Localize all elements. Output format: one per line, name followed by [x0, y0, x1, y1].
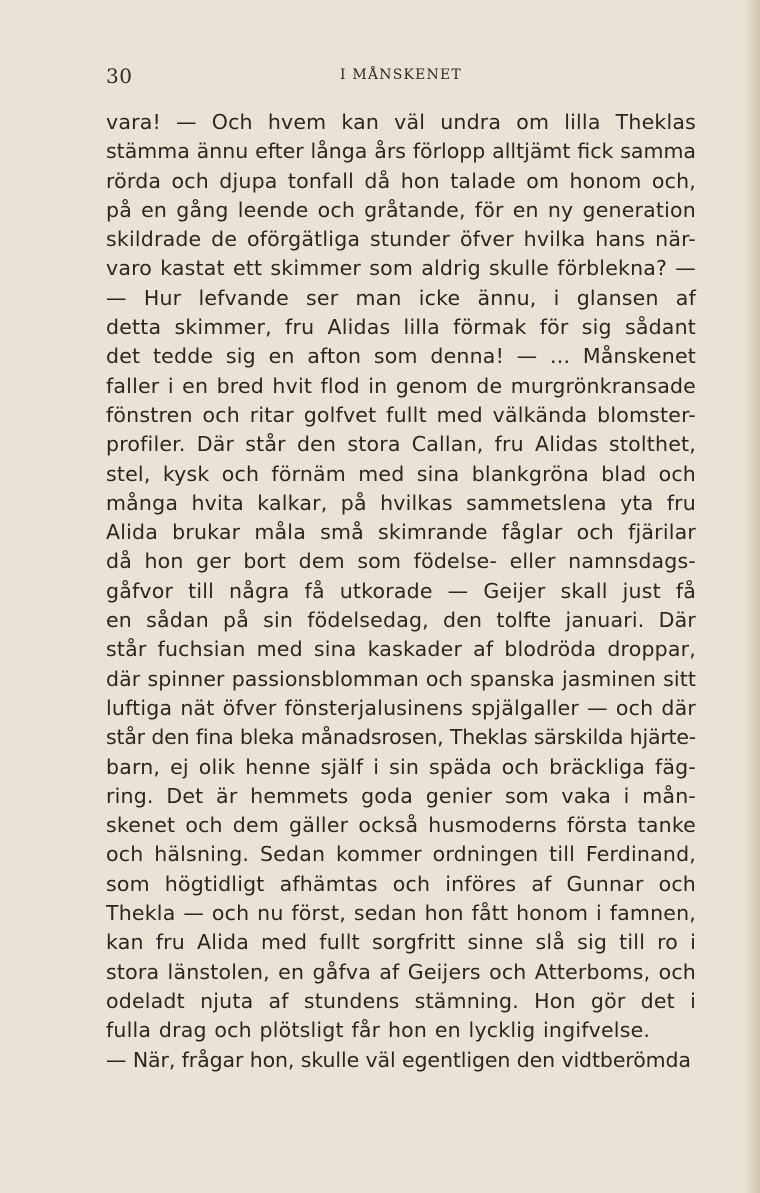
- text-line: gåfvor till några få utkorade — Geijer skall just få: [106, 578, 696, 603]
- page-number: 30: [106, 64, 133, 88]
- text-line: odeladt njuta af stundens stämning. Hon gör det i: [106, 988, 696, 1013]
- text-line: luftiga nät öfver fönsterjalusinens spjälgaller — och där: [106, 695, 696, 720]
- text-line: stämma ännu efter långa års förlopp alltjämt fick samma: [106, 139, 696, 164]
- text-line: detta skimmer, fru Alidas lilla förmak för sig sådant: [106, 315, 696, 340]
- text-line: många hvita kalkar, på hvilkas sammetslena yta fru: [106, 490, 696, 515]
- text-line: skenet och dem gäller också husmoderns första tanke: [106, 813, 696, 838]
- text-line: varo kastat ett skimmer som aldrig skulle förblekna? —: [106, 256, 696, 281]
- text-line: profiler. Där står den stora Callan, fru Alidas stolthet,: [106, 432, 696, 457]
- text-line: skildrade de oförgätliga stunder öfver hvilka hans när-: [106, 227, 696, 252]
- text-line: där spinner passionsblomman och spanska jasminen sitt: [106, 666, 696, 691]
- text-line: stel, kysk och förnäm med sina blankgröna blad och: [106, 461, 696, 486]
- text-line: då hon ger bort dem som födelse- eller namnsdags-: [106, 549, 696, 574]
- text-line: står den fina bleka månadsrosen, Theklas särskilda hjärte-: [106, 725, 696, 750]
- text-line: Alida brukar måla små skimrande fåglar och fjärilar: [106, 520, 696, 545]
- text-line: Thekla — och nu först, sedan hon fått honom i famnen,: [106, 901, 696, 926]
- text-line: — När, frågar hon, skulle väl egentligen den vidtberömda: [106, 1047, 691, 1072]
- text-line: som högtidligt afhämtas och införes af Gunnar och: [106, 871, 696, 896]
- text-line: fönstren och ritar golfvet fullt med välkända blomster-: [106, 402, 696, 427]
- text-line: fulla drag och plötsligt får hon en lycklig ingifvelse.: [106, 1018, 651, 1043]
- text-line: en sådan på sin födelsedag, den tolfte januari. Där: [106, 608, 696, 633]
- text-line: ring. Det är hemmets goda genier som vaka i mån-: [106, 783, 696, 808]
- text-line: det tedde sig en afton som denna! — ... Månskenet: [106, 344, 696, 369]
- body-text: [106, 108, 696, 1075]
- running-head: [106, 64, 696, 90]
- page-edge-shadow: [744, 0, 760, 1193]
- text-line: vara! — Och hvem kan väl undra om lilla Theklas: [106, 110, 696, 134]
- text-line: och hälsning. Sedan kommer ordningen till Ferdinand,: [106, 842, 696, 867]
- text-line: på en gång leende och gråtande, för en ny generation: [106, 197, 696, 222]
- text-line: faller i en bred hvit flod in genom de murgrönkransade: [106, 373, 696, 398]
- text-line: kan fru Alida med fullt sorgfritt sinne slå sig till ro i: [106, 930, 696, 955]
- text-line: stora länstolen, en gåfva af Geijers och Atterboms, och: [106, 959, 696, 984]
- section-title: I MÅNSKENET: [340, 67, 462, 83]
- text-line: barn, ej olik henne själf i sin späda och bräckliga fäg-: [106, 754, 696, 779]
- text-line: — Hur lefvande ser man icke ännu, i glansen af: [106, 285, 696, 310]
- text-line: rörda och djupa tonfall då hon talade om honom och,: [106, 168, 696, 193]
- text-line: står fuchsian med sina kaskader af blodröda droppar,: [106, 637, 696, 662]
